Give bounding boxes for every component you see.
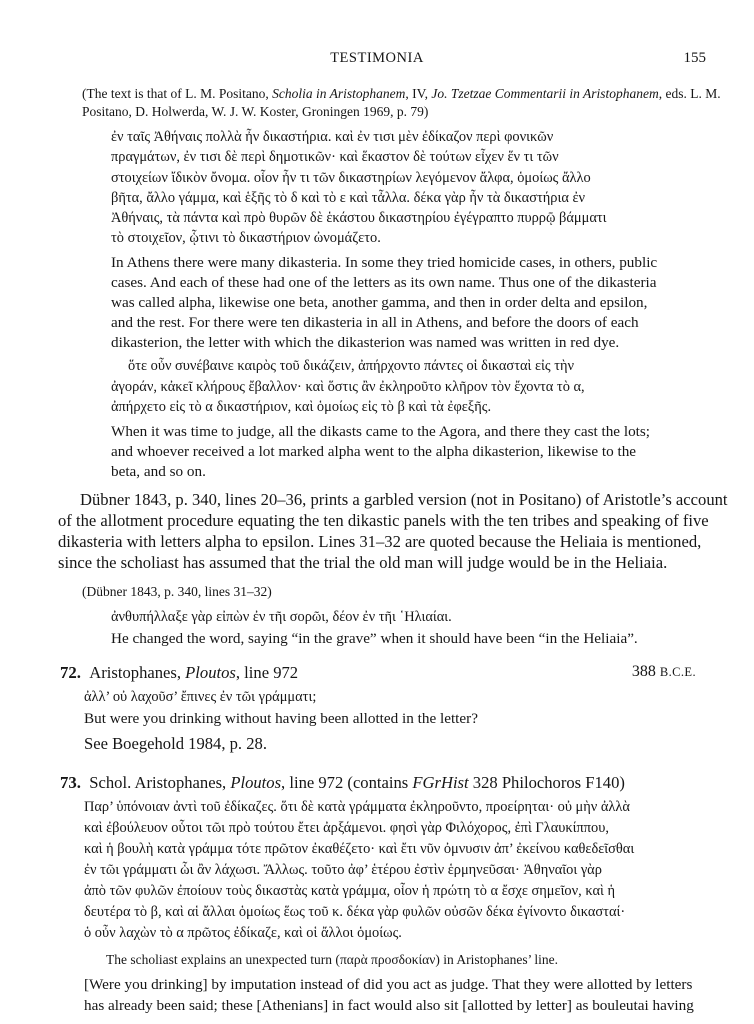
source-note-line — [82, 86, 721, 102]
translation-line: [Were you drinking] by imputation instead of did you act as judge. That they were allotted by letters — [84, 976, 693, 993]
greek-line: Ἀθήναις, τὰ πάντα καὶ πρὸ θυρῶν δὲ ἑκάστου δικαστηρίου ἐγέγραπτο πυρρῷ βάμματι — [111, 210, 607, 226]
source-note-title: Jo. Tzetzae Commentarii in Aristophanem — [431, 86, 659, 101]
greek-line: ἀνθυπήλλαξε γὰρ εἰπὼν ἐν τῆι σορῶι, δέον ἐν τῆι ῾Ηλιαίαι. — [111, 609, 452, 625]
entry-title: , line 972 — [235, 663, 299, 682]
greek-line: Παρ’ ὑπόνοιαν ἀντὶ τοῦ ἐδίκαζες. ὅτι δὲ κατὰ γράμματα ἐκληροῦντο, προείρηται· οὐ μὴν ἀλλὰ — [84, 799, 630, 815]
page-number: 155 — [683, 50, 706, 66]
entry-title: 328 Philochoros F140) — [468, 773, 625, 792]
entry-title-work: Ploutos — [185, 663, 236, 682]
greek-line: πραγμάτων, ἐν τισι δὲ περὶ δημοτικῶν· καὶ ἕκαστον δὲ τούτων εἶχεν ἕν τι τῶν — [111, 149, 559, 165]
greek-line: ὁ οὖν λαχὼν τὸ α πρῶτος ἐδίκαζε, καὶ οἱ ἄλλοι ὁμοίως. — [84, 925, 402, 941]
running-header-title: TESTIMONIA — [330, 50, 424, 66]
entry-73-heading — [60, 773, 625, 793]
greek-line: καὶ ἡ βουλὴ κατὰ γράμμα τότε πρῶτον ἐκαθέζετο· καὶ ἔτι νῦν ὀμνυσιν ἀπ’ ἐκείνου καθεδεῖσθαι — [84, 841, 635, 857]
entry-title-work: FGrHist — [412, 773, 469, 792]
commentary-line: Dübner 1843, p. 340, lines 20–36, prints a garbled version (not in Positano) of Aristotle’s account — [80, 490, 728, 509]
translation-line: beta, and so on. — [111, 463, 206, 480]
editor-note-text: The scholiast explains an unexpected turn ( — [106, 952, 340, 967]
source-note-text: , IV, — [405, 86, 432, 101]
entry-number: 72. — [60, 663, 81, 682]
translation-line: He changed the word, saying “in the grave” when it should have been “in the Heliaia”. — [111, 630, 638, 647]
commentary-line: dikasteria with letters alpha to epsilon. Lines 31–32 are quoted because the Heliaia is mentioned, — [58, 532, 702, 551]
see-also-reference: See Boegehold 1984, p. 28. — [84, 734, 267, 753]
source-note-title: Scholia in Aristophanem — [272, 86, 406, 101]
commentary-line: since the scholiast has assumed that the trial the old man will judge would be in the Heliaia. — [58, 553, 668, 572]
source-note-text: (The text is that of L. M. Positano, — [82, 86, 273, 101]
editor-note-text: ) in Aristophanes’ line. — [435, 952, 559, 967]
greek-line: στοιχείων ἴδικὸν ὄνομα. οἷον ἦν τι τῶν δικαστηρίων λεγόμενον ἄλφα, ὁμοίως ἄλλο — [111, 170, 591, 186]
entry-72-date — [632, 663, 696, 681]
source-note-line: Positano, D. Holwerda, W. J. W. Koster, Groningen 1969, p. 79) — [82, 104, 429, 119]
greek-line: δευτέρα τὸ β, καὶ αἱ ἄλλαι ὁμοίως ἕως τοῦ κ. δέκα γὰρ φυλῶν οὐσῶν δέκα ἐγίνοντο δικασταί· — [84, 904, 626, 920]
entry-title: Aristophanes, — [89, 663, 186, 682]
translation-line: was called alpha, likewise one beta, another gamma, and then in order delta and epsilon, — [111, 294, 648, 311]
commentary-line: of the allotment procedure equating the ten dikastic panels with the ten tribes and speaking of five — [58, 511, 709, 530]
date-number: 388 — [631, 663, 660, 680]
greek-line: ἀγοράν, κἀκεῖ κλήρους ἔβαλλον· καὶ ὅστις ἂν ἐκληροῦτο κλῆρον τὸν ἔχοντα τὸ α, — [111, 379, 585, 395]
entry-number: 73. — [60, 773, 81, 792]
entry-title: Schol. Aristophanes, — [89, 773, 231, 792]
greek-line: ἀπὸ τῶν φυλῶν ἐποίουν τοὺς δικαστὰς κατὰ γράμμα, οἷον ἡ πρώτη τὸ α ἔσχε σημεῖον, καὶ ἡ — [84, 883, 615, 899]
translation-line: and whoever received a lot marked alpha went to the alpha dikasterion, likewise to the — [111, 443, 637, 460]
translation-line: cases. And each of these had one of the letters as its own name. Thus one of the dikasteria — [111, 274, 657, 291]
entry-72-heading — [60, 663, 298, 683]
date-era: B.C.E. — [659, 665, 696, 679]
editor-note — [106, 952, 558, 968]
translation-line: In Athens there were many dikasteria. In some they tried homicide cases, in others, public — [111, 254, 658, 271]
greek-line: βῆτα, ἄλλο γάμμα, καὶ ἑξῆς τὸ δ καὶ τὸ ε καὶ τἆλλα. δέκα γὰρ ἦν τὰ δικαστήρια ἐν — [111, 190, 586, 206]
translation-line: and the rest. For there were ten dikasteria in all in Athens, and before the doors of each — [111, 314, 639, 331]
greek-line: ἀλλ’ οὐ λαχοῦσ’ ἔπινες ἐν τῶι γράμματι; — [84, 689, 317, 705]
greek-line: ἀπήρχετο εἰς τὸ α δικαστήριον, καὶ ὁμοίως εἰς τὸ β καὶ τὰ ἐφεξῆς. — [111, 399, 492, 415]
source-note-text: , eds. L. M. — [658, 86, 721, 101]
greek-line: ἐν ταῖς Ἀθήναις πολλὰ ἦν δικαστήρια. καὶ ἐν τισι μὲν ἐδίκαζον περὶ φονικῶν — [111, 129, 554, 145]
greek-line: ὅτε οὖν συνέβαινε καιρὸς τοῦ δικάζειν, ἀπήρχοντο πάντες οἱ δικασταὶ εἰς τὴν — [128, 358, 575, 374]
entry-title-work: Ploutos — [230, 773, 282, 792]
translation-line: But were you drinking without having been allotted in the letter? — [84, 710, 478, 727]
translation-line: has already been said; these [Athenians] in fact would also sit [allotted by letter] as bouleutai having — [84, 997, 694, 1014]
translation-line: When it was time to judge, all the dikasts came to the Agora, and there they cast the lots; — [111, 423, 651, 440]
greek-line: καὶ ἐβούλευον οὗτοι τῶι πρὸ τούτου ἔτει ἀρξάμενοι. φησὶ γὰρ Φιλόχορος, ἐπὶ Γλαυκίππου, — [84, 820, 609, 836]
citation-reference: (Dübner 1843, p. 340, lines 31–32) — [82, 584, 272, 599]
greek-line: τὸ στοιχεῖον, ᾧτινι τὸ δικαστήριον ὠνομάζετο. — [111, 230, 381, 246]
greek-line: ἐν τῶι γράμματι ὧι ἂν λάχωσι. Ἄλλως. τοῦτο ἀφ’ ἑτέρου ἐστὶν ἑρμηνεῦσαι· Ἀθηναῖοι γὰρ — [84, 862, 602, 878]
entry-title: , line 972 (contains — [281, 773, 413, 792]
editor-note-greek: παρὰ προσδοκίαν — [339, 952, 436, 967]
translation-line: dikasterion, the letter with which the dikasterion was named was written in red dye. — [111, 334, 620, 351]
